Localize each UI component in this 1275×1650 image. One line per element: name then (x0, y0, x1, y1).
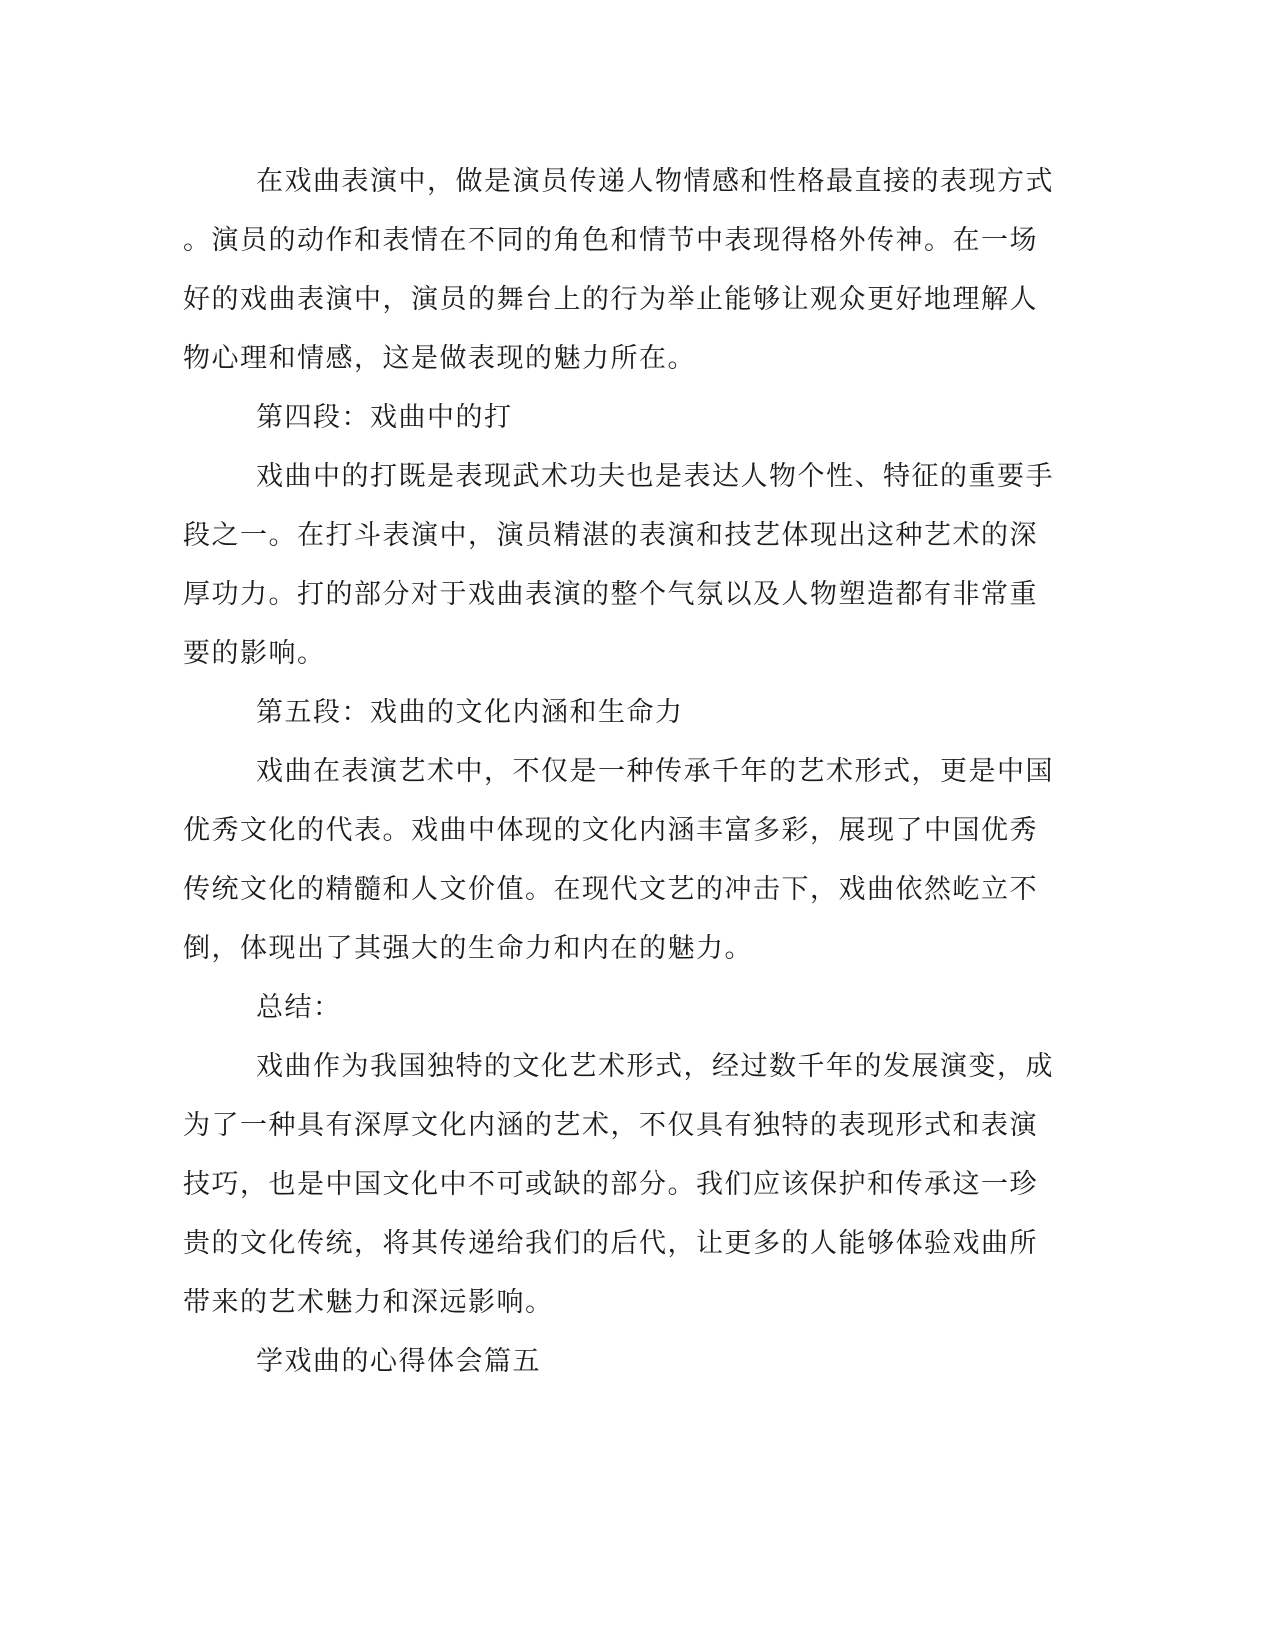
paragraph-line: 。演员的动作和表情在不同的角色和情节中表现得格外传神。在一场 (183, 225, 1038, 256)
paragraph-line: 在戏曲表演中，做是演员传递人物情感和性格最直接的表现方式 (256, 166, 1054, 197)
paragraph-line: 倒，体现出了其强大的生命力和内在的魅力。 (183, 933, 753, 964)
paragraph-line: 物心理和情感，这是做表现的魅力所在。 (183, 343, 696, 374)
paragraph-line: 戏曲中的打既是表现武术功夫也是表达人物个性、特征的重要手 (256, 461, 1054, 492)
paragraph-line: 厚功力。打的部分对于戏曲表演的整个气氛以及人物塑造都有非常重 (183, 579, 1038, 610)
paragraph-line: 优秀文化的代表。戏曲中体现的文化内涵丰富多彩，展现了中国优秀 (183, 815, 1038, 846)
section-heading-5: 第五段：戏曲的文化内涵和生命力 (256, 697, 684, 728)
document-body (183, 152, 1054, 1391)
paragraph-line: 戏曲在表演艺术中，不仅是一种传承千年的艺术形式，更是中国 (256, 756, 1054, 787)
paragraph-line: 段之一。在打斗表演中，演员精湛的表演和技艺体现出这种艺术的深 (183, 520, 1038, 551)
paragraph-line: 带来的艺术魅力和深远影响。 (183, 1287, 554, 1318)
paragraph-line: 戏曲作为我国独特的文化艺术形式，经过数千年的发展演变，成 (256, 1051, 1054, 1082)
paragraph-line: 要的影响。 (183, 638, 326, 669)
paragraph-line: 好的戏曲表演中，演员的舞台上的行为举止能够让观众更好地理解人 (183, 284, 1038, 315)
paragraph-line: 传统文化的精髓和人文价值。在现代文艺的冲击下，戏曲依然屹立不 (183, 874, 1038, 905)
summary-heading: 总结： (256, 992, 342, 1023)
chapter-title: 学戏曲的心得体会篇五 (256, 1346, 541, 1377)
paragraph-line: 为了一种具有深厚文化内涵的艺术，不仅具有独特的表现形式和表演 (183, 1110, 1038, 1141)
section-heading-4: 第四段：戏曲中的打 (256, 402, 513, 433)
paragraph-line: 技巧，也是中国文化中不可或缺的部分。我们应该保护和传承这一珍 (183, 1169, 1038, 1200)
paragraph-line: 贵的文化传统，将其传递给我们的后代，让更多的人能够体验戏曲所 (183, 1228, 1038, 1259)
